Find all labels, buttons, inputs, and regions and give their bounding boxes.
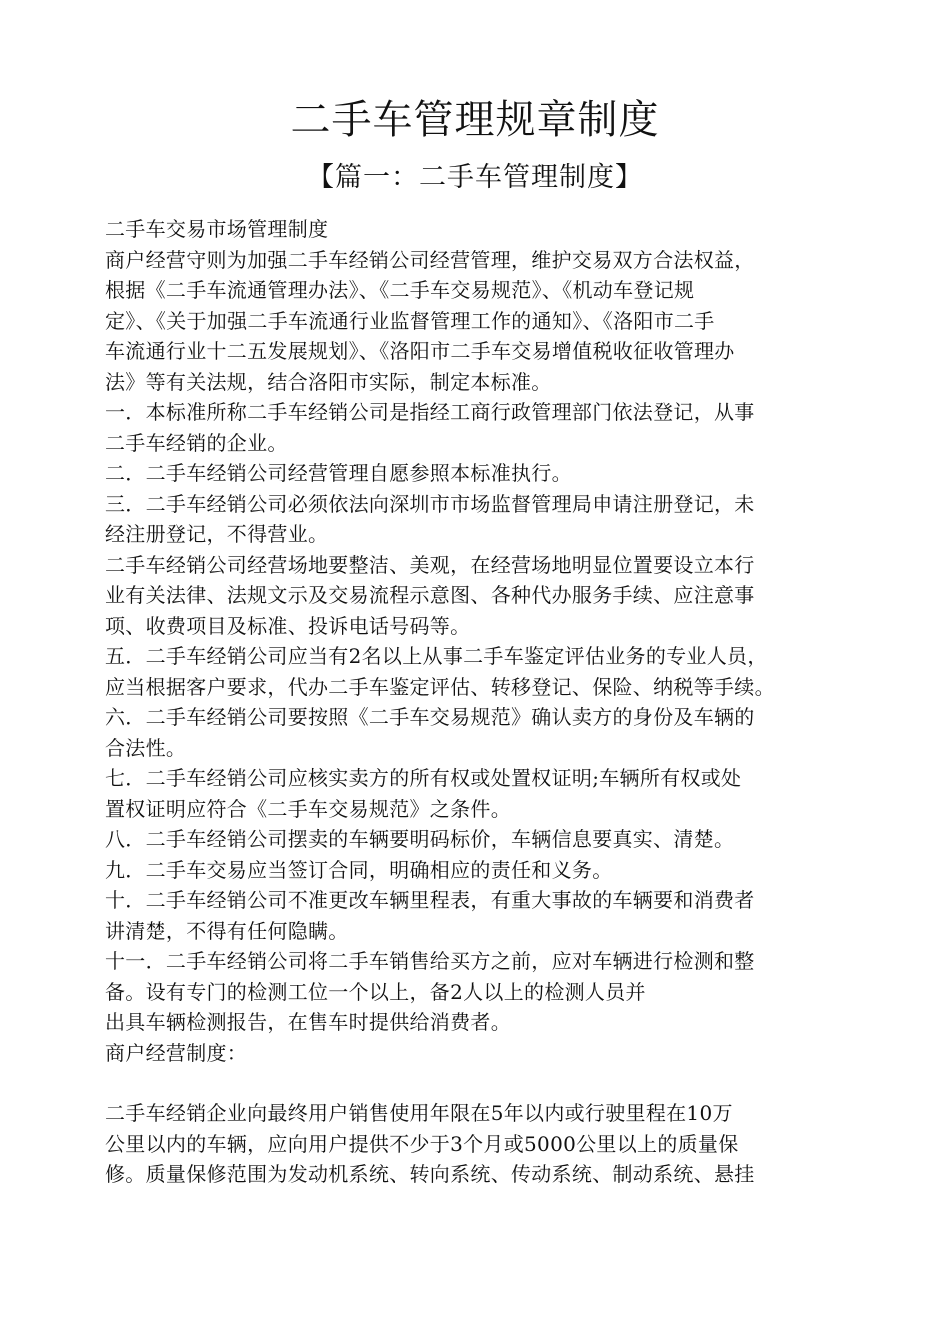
text-line: 修。质量保修范围为发动机系统、转向系统、传动系统、制动系统、悬挂 (105, 1162, 755, 1186)
text-line: 法》等有关法规，结合洛阳市实际，制定本标准。 (105, 369, 552, 394)
text-line: 三．二手车经销公司必须依法向深圳市市场监督管理局申请注册登记，未 (105, 491, 755, 516)
text-line: 二手车经销的企业。 (105, 430, 288, 455)
paragraph-gap (105, 1068, 865, 1098)
text-line: 商户经营守则为加强二手车经销公司经营管理，维护交易双方合法权益， (105, 247, 755, 272)
text-line: 合法性。 (105, 735, 187, 760)
text-line: 根据《二手车流通管理办法》、《二手车交易规范》、《机动车登记规 (105, 278, 695, 302)
text-line: 出具车辆检测报告，在售车时提供给消费者。 (105, 1010, 511, 1034)
text-line: 二手车交易市场管理制度 (105, 217, 329, 241)
text-line: 八．二手车经销公司摆卖的车辆要明码标价，车辆信息要真实、清楚。 (105, 827, 735, 851)
text-line: 讲清楚，不得有任何隐瞒。 (105, 918, 349, 943)
text-line: 业有关法律、法规文示及交易流程示意图、各种代办服务手续、应注意事 (105, 583, 755, 607)
body-section-1 (105, 214, 865, 1068)
text-line: 定》、《关于加强二手车流通行业监督管理工作的通知》、《洛阳市二手 (105, 308, 715, 333)
text-line: 应当根据客户要求，代办二手车鉴定评估、转移登记、保险、纳税等手续。 (105, 674, 775, 699)
text-line: 商户经营制度： (105, 1040, 248, 1065)
text-line: 九．二手车交易应当签订合同，明确相应的责任和义务。 (105, 857, 613, 882)
text-line: 车流通行业十二五发展规划》、《洛阳市二手车交易增值税收征收管理办 (105, 339, 735, 363)
text-line: 置权证明应符合《二手车交易规范》之条件。 (105, 796, 511, 821)
text-line: 一．本标准所称二手车经销公司是指经工商行政管理部门依法登记，从事 (105, 400, 755, 424)
body-section-2 (105, 1098, 865, 1190)
text-line: 五．二手车经销公司应当有2名以上从事二手车鉴定评估业务的专业人员， (105, 644, 768, 668)
text-line: 十一．二手车经销公司将二手车销售给买方之前，应对车辆进行检测和整 (105, 949, 755, 973)
text-line: 项、收费项目及标准、投诉电话号码等。 (105, 613, 471, 638)
text-line: 七．二手车经销公司应核实卖方的所有权或处置权证明;车辆所有权或处 (105, 766, 742, 790)
document-title: 二手车管理规章制度 (290, 97, 660, 143)
document-subtitle: 【篇一：二手车管理制度】 (307, 162, 643, 193)
text-line: 经注册登记，不得营业。 (105, 522, 329, 546)
document-body (105, 214, 865, 1190)
text-line: 公里以内的车辆，应向用户提供不少于3个月或5000公里以上的质量保 (105, 1131, 739, 1156)
text-line: 二手车经销企业向最终用户销售使用年限在5年以内或行驶里程在10万 (105, 1101, 733, 1125)
text-line: 二手车经销公司经营场地要整洁、美观，在经营场地明显位置要设立本行 (105, 552, 755, 577)
text-line: 备。设有专门的检测工位一个以上，备2人以上的检测人员并 (105, 979, 646, 1004)
text-line: 十．二手车经销公司不准更改车辆里程表，有重大事故的车辆要和消费者 (105, 888, 755, 912)
text-line: 二．二手车经销公司经营管理自愿参照本标准执行。 (105, 461, 572, 485)
text-line: 六．二手车经销公司要按照《二手车交易规范》确认卖方的身份及车辆的 (105, 705, 755, 729)
